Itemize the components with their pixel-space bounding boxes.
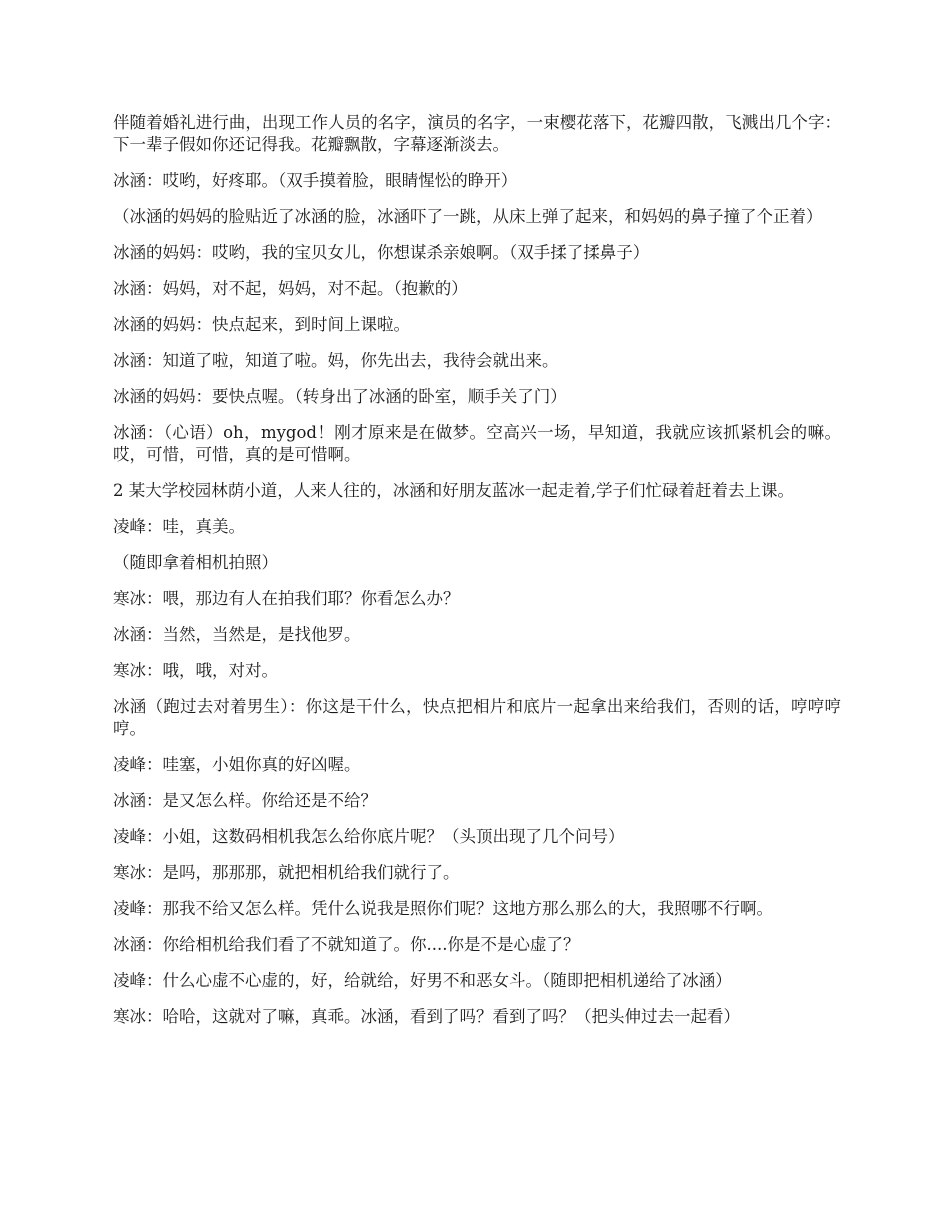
paragraph: 凌峰：哇塞，小姐你真的好凶喔。	[113, 755, 361, 774]
paragraph: 冰涵：哎哟，好疼耶。（双手摸着脸，眼睛惺忪的睁开）	[113, 171, 518, 190]
paragraph: 凌峰：哇，真美。	[113, 517, 245, 536]
paragraph: 寒冰：喂，那边有人在拍我们耶？你看怎么办？	[113, 589, 460, 608]
paragraph: 凌峰：小姐，这数码相机我怎么给你底片呢？（头顶出现了几个问号）	[113, 827, 625, 846]
paragraph: 冰涵的妈妈：哎哟，我的宝贝女儿，你想谋杀亲娘啊。（双手揉了揉鼻子）	[113, 243, 650, 262]
paragraph: 冰涵：是又怎么样。你给还是不给？	[113, 791, 377, 810]
scene-heading: 2 某大学校园林荫小道，人来人往的，冰涵和好朋友蓝冰一起走着,学子们忙碌着赶着去上课。	[113, 481, 794, 500]
paragraph: （随即拿着相机拍照）	[113, 553, 278, 572]
paragraph: 寒冰：哦，哦，对对。	[113, 661, 278, 680]
script-body	[113, 112, 841, 1042]
paragraph: 伴随着婚礼进行曲，出现工作人员的名字，演员的名字，一束樱花落下，花瓣四散，飞溅出几个字：下一辈子假如你还记得我。花瓣飘散，字幕逐渐淡去。	[113, 113, 841, 154]
paragraph: 冰涵（跑过去对着男生）：你这是干什么，快点把相片和底片一起拿出来给我们，否则的话，哼哼哼哼。	[113, 697, 841, 738]
paragraph: 寒冰：哈哈，这就对了嘛，真乖。冰涵，看到了吗？看到了吗？（把头伸过去一起看）	[113, 1007, 740, 1026]
paragraph: 凌峰：那我不给又怎么样。凭什么说我是照你们呢？这地方那么那么的大，我照哪不行啊。	[113, 899, 773, 918]
paragraph: 冰涵：当然，当然是，是找他罗。	[113, 625, 361, 644]
paragraph: 冰涵：你给相机给我们看了不就知道了。你....你是不是心虚了？	[113, 935, 580, 954]
paragraph: 冰涵：妈妈，对不起，妈妈，对不起。（抱歉的）	[113, 279, 468, 298]
paragraph: 冰涵的妈妈：要快点喔。（转身出了冰涵的卧室，顺手关了门）	[113, 387, 567, 406]
paragraph: （冰涵的妈妈的脸贴近了冰涵的脸，冰涵吓了一跳，从床上弹了起来，和妈妈的鼻子撞了个正着）	[113, 207, 823, 226]
paragraph: 冰涵：（心语）oh，mygod！刚才原来是在做梦。空高兴一场，早知道，我就应该抓紧机会的嘛。哎，可惜，可惜，真的是可惜啊。	[113, 423, 841, 464]
paragraph: 冰涵的妈妈：快点起来，到时间上课啦。	[113, 315, 410, 334]
paragraph: 寒冰：是吗，那那那，就把相机给我们就行了。	[113, 863, 460, 882]
paragraph: 冰涵：知道了啦，知道了啦。妈，你先出去，我待会就出来。	[113, 351, 559, 370]
paragraph: 凌峰：什么心虚不心虚的，好，给就给，好男不和恶女斗。（随即把相机递给了冰涵）	[113, 971, 732, 990]
